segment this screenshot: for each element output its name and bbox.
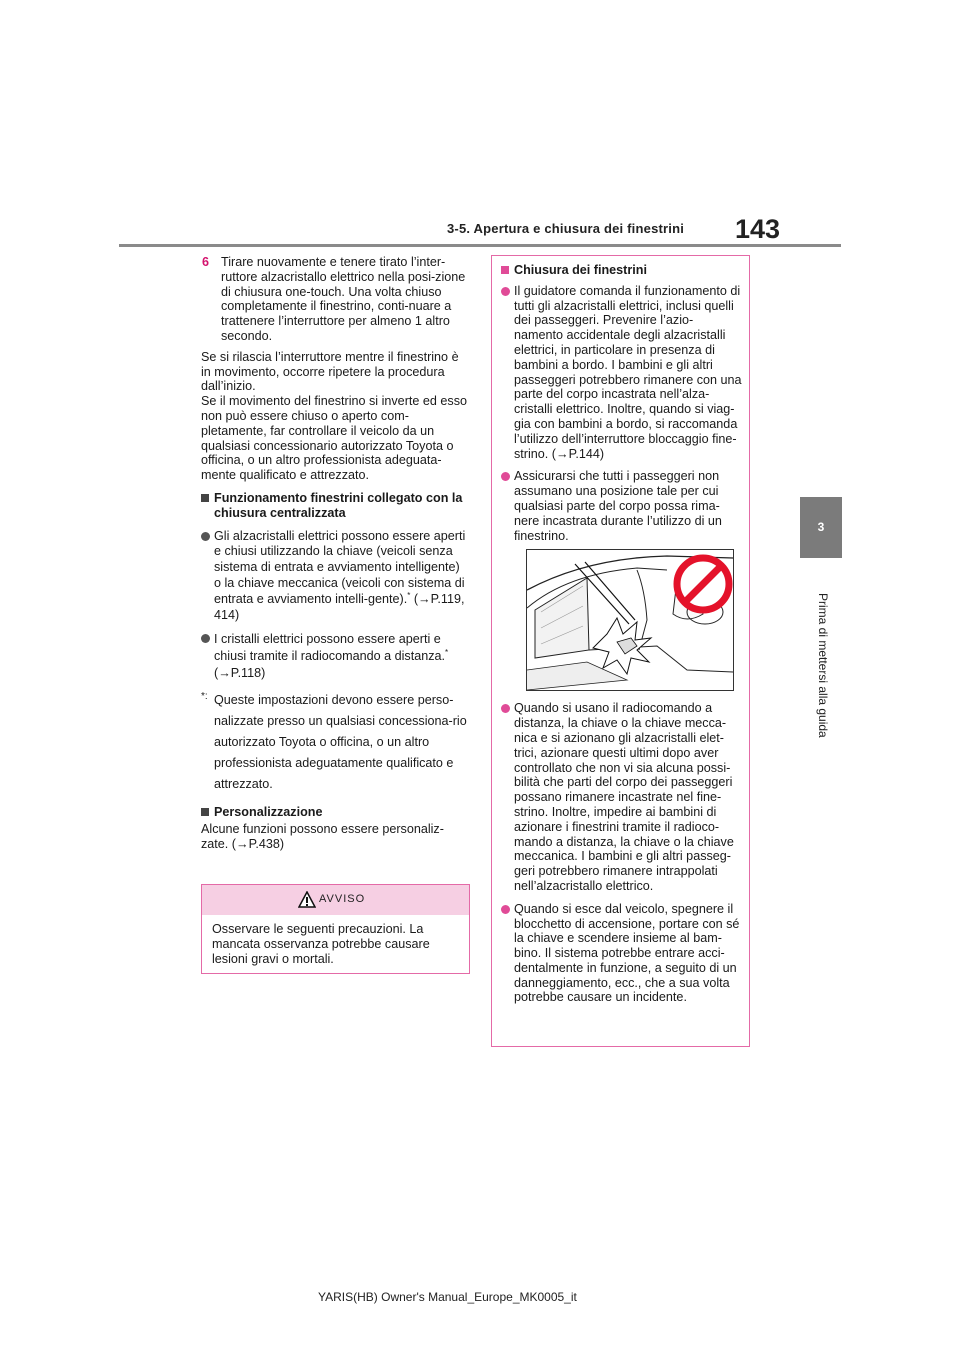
list-item: Il guidatore comanda il funzionamento di tutti gli alzacristalli elettrici, inclusi quelli dei passeggeri. Prevenire l’azio-namento accidentale degli alzacristalli elettrici, in particolare in presenza di bambini a bordo. I bambini e gli altri passeggeri potrebbero rimanere con una parte del corpo incastrata nell’alza-cristalli elettrico. Inoltre, quando si viag-gia con bambini a bordo, si raccomanda l’utilizzo dell’interruttore bloccaggio fine-strino. (→P.144): [501, 284, 742, 462]
square-bullet-icon: [201, 494, 209, 502]
warning-title: AVVISO: [319, 893, 366, 905]
square-bullet-icon: [201, 808, 209, 816]
caution-box: [491, 255, 750, 1047]
step-text: Tirare nuovamente e tenere tirato l’inter-ruttore alzacristallo elettrico nella posi-zione di chiusura one-touch. Una volta chiuso completamente il finestrino, conti-nuare a trattenere l’interruttore per almeno 1 altro secondo.: [221, 255, 466, 343]
page-reference: (→P.118): [214, 666, 266, 681]
bullet-icon: [501, 472, 510, 481]
list-item: Quando si usano il radiocomando a distanza, la chiave o la chiave mecca-nica e si azionano gli alzacristalli elet-trici, azionare questi ultimi dopo aver controllato che non vi sia alcuna possi-bilità che parti del corpo dei passeggeri possano rimanere incastrate nel fine-strino. Inoltre, impedire ai bambini di azionare i finestrini tramite il radioco-mando a distanza, la chiave o la chiave meccanica. I bambini e gli altri passeg-geri potrebbero rimanere intrappolati nell’alzacristallo elettrico.: [501, 701, 742, 893]
page-reference: (→P.119, 414): [214, 591, 465, 622]
central-lock-heading: Funzionamento finestrini collegato con la chiusura centralizzata: [201, 491, 469, 521]
bullet-icon: [201, 532, 210, 541]
paragraph-block: [201, 350, 469, 483]
warning-header: [202, 885, 469, 915]
chapter-tab: 3: [800, 497, 842, 558]
chapter-label: Prima di mettersi alla guida: [816, 593, 830, 738]
caution-column: [491, 255, 750, 1047]
bullet-icon: [201, 634, 210, 643]
footer-manual-id: YARIS(HB) Owner's Manual_Europe_MK0005_it: [318, 1290, 577, 1304]
bullet-icon: [501, 704, 510, 713]
warning-box: [201, 884, 470, 974]
list-item: Assicurarsi che tutti i passeggeri non assumano una posizione tale per cui qualsiasi parte del corpo possa rima-nere incastrata durante l’utilizzo di un finestrino.: [501, 469, 742, 543]
warning-text: Osservare le seguenti precauzioni. La mancata osservanza potrebbe causare lesioni gravi o mortali.: [212, 922, 430, 966]
step-6: [201, 255, 469, 344]
page-number: 143: [735, 214, 781, 244]
list-item: Gli alzacristalli elettrici possono essere aperti e chiusi utilizzando la chiave (veicoli senza sistema di entrata e avviamento intelligente) o la chiave meccanica (veicoli con sistema di entrata e avviamento intelli-gente).* (→P.119, 414): [201, 529, 469, 624]
warning-triangle-icon: [298, 891, 316, 908]
square-bullet-icon: [501, 266, 509, 274]
footnote-text: Queste impostazioni devono essere perso-nalizzate presso un qualsiasi concessiona-rio autorizzato Toyota o officina, o un altro professionista adeguatamente qualificato e attrezzato.: [214, 693, 467, 792]
caution-heading: Chiusura dei finestrini: [501, 263, 742, 278]
footnote: [201, 690, 469, 795]
personalization-text: Alcune funzioni possono essere personaliz-zate. (→P.438): [201, 822, 444, 851]
list-item: Quando si esce dal veicolo, spegnere il blocchetto di accensione, portare con sé la chiave e scendere insieme al bam-bino. Il sistema potrebbe entrare acci-dentalmente in funzione, a seguito di un danneggiamento, ecc., che a sua volta potrebbe causare un incidente.: [501, 902, 742, 1006]
bullet-icon: [501, 905, 510, 914]
bullet-icon: [501, 287, 510, 296]
window-pinch-illustration: [526, 549, 734, 691]
car-interior-drawing: [527, 550, 733, 690]
section-title: 3-5. Apertura e chiusura dei finestrini: [447, 221, 685, 236]
header-rule: [119, 244, 841, 247]
footnote-mark: *:: [201, 691, 208, 703]
left-column: [201, 255, 469, 852]
paragraph-restart: Se si rilascia l’interruttore mentre il finestrino è in movimento, occorre ripetere la procedura dall’inizio.: [201, 349, 459, 394]
paragraph-service: Se il movimento del finestrino si inverte ed esso non può essere chiuso o aperto com-pletamente, far controllare il veicolo da un qualsiasi concessionario autorizzato Toyota o officina, o un altro professionista adeguata-mente qualificato e attrezzato.: [201, 394, 467, 483]
personalization-heading: Personalizzazione: [201, 805, 469, 820]
list-item: I cristalli elettrici possono essere aperti e chiusi tramite il radiocomando a distanza.* (→P.118): [201, 631, 469, 682]
step-number: 6: [202, 255, 210, 269]
